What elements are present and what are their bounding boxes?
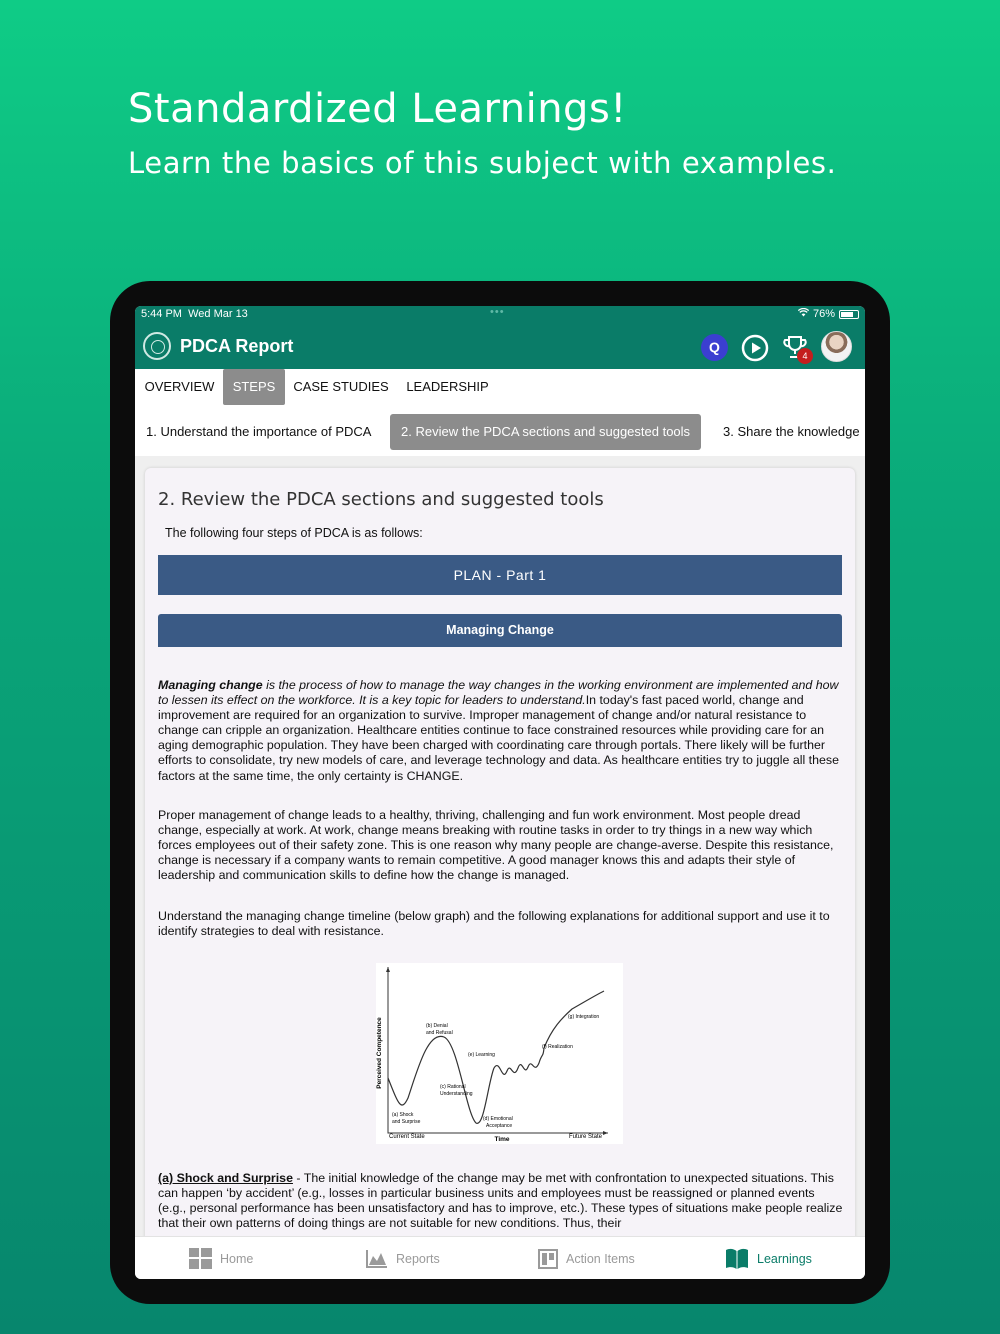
app-title: PDCA Report	[180, 336, 294, 356]
section-tabs	[135, 369, 865, 405]
managing-change-graph	[376, 963, 623, 1144]
bottom-tab-reports-label: Reports	[396, 1251, 440, 1266]
content-title: 2. Review the PDCA sections and suggested tools	[158, 489, 604, 510]
paragraph-shock-and-surprise: (a) Shock and Surprise - The initial knowledge of the change may be met with confrontation to unexpected situations. This can happen ‘by accident’ (e.g., losses in particular business units and employees must be reassigned or planned events (e.g., personal performance has been unsatisfactory and has to improve, etc.). These types of situations make people realize that their own patterns of doing things are not suitable for new conditions. Thus, their	[158, 1171, 843, 1231]
avatar[interactable]	[821, 331, 852, 362]
graph-x-label: Time	[494, 1136, 510, 1143]
app-logo-icon	[143, 332, 171, 360]
managing-change-banner[interactable]: Managing Change	[158, 614, 842, 647]
bottom-tab-action-items-label: Action Items	[566, 1251, 635, 1266]
graph-label-a2: and Surprise	[392, 1119, 421, 1125]
quiz-button[interactable]: Q	[701, 334, 728, 361]
step-chip-2[interactable]: 2. Review the PDCA sections and suggested tools	[390, 414, 701, 450]
action-items-board-icon	[538, 1249, 558, 1269]
graph-label-b1: (b) Denial	[426, 1023, 448, 1029]
promo-title: Standardized Learnings!	[128, 86, 627, 132]
status-indicators	[798, 308, 859, 320]
promo-subtitle: Learn the basics of this subject with examples.	[128, 146, 837, 180]
shock-and-surprise-link[interactable]: (a) Shock and Surprise	[158, 1171, 293, 1185]
status-time: 5:44 PM Wed Mar 13	[141, 308, 248, 320]
content-scroll-area[interactable]	[135, 456, 865, 1236]
app-header	[135, 324, 865, 369]
graph-label-d2: Acceptance	[486, 1123, 513, 1129]
play-icon[interactable]	[740, 333, 770, 363]
battery-percent: 76%	[812, 308, 835, 320]
tab-case-studies[interactable]: CASE STUDIES	[293, 379, 389, 394]
bottom-tab-home[interactable]	[189, 1237, 253, 1279]
graph-y-label: Perceived Competence	[376, 1017, 383, 1089]
paragraph-proper-management: Proper management of change leads to a healthy, thriving, challenging and fun work environment. Most people dread change, especially at work. At work, change means breaking with routine tasks in order to try things in a new way which forces employees out of their safety zone. This is one reason why many people are change-averse. Despite this resistance, change is necessary if a company wants to remain competitive. A good manager knows this and adapts their style of leadership and communication skills to define how the change is managed.	[158, 808, 834, 883]
bottom-tab-bar	[135, 1236, 865, 1279]
wifi-icon	[798, 308, 809, 320]
tab-overview[interactable]: OVERVIEW	[144, 379, 215, 394]
graph-label-d1: (d) Emotional	[483, 1116, 513, 1122]
graph-label-f: (f) Realization	[542, 1044, 573, 1050]
graph-x-start: Current State	[389, 1134, 425, 1140]
bottom-tab-learnings-label: Learnings	[757, 1251, 812, 1266]
paragraph-managing-change: Managing change is the process of how to manage the way changes in the working environment are implemented and how to lessen its effect on the workforce. It is a key topic for leaders to understand.In today's fast paced world, change and improvement are required for an organization to survive. Improper management of change and/or natural resistance to change can cripple an organization. Healthcare entities continue to face constrained resources while providing care for an aging demographic population. They have been charged with coordinating care through portals. There likely will be further efforts to consolidate, try new models of care, and leverage technology and data. As healthcare entities try to juggle all these factors at the same time, the only certainty is CHANGE.	[158, 678, 839, 783]
learnings-book-icon	[725, 1248, 749, 1269]
content-intro: The following four steps of PDCA is as follows:	[165, 526, 423, 540]
battery-icon	[839, 310, 859, 319]
bottom-tab-learnings[interactable]	[725, 1237, 812, 1279]
graph-label-e: (e) Learning	[468, 1052, 495, 1058]
step-selector	[135, 412, 865, 452]
plan-banner[interactable]: PLAN - Part 1	[158, 555, 842, 595]
graph-axes	[388, 967, 608, 1133]
bottom-tab-action-items[interactable]	[538, 1237, 635, 1279]
tab-steps[interactable]: STEPS	[223, 369, 285, 405]
graph-label-g: (g) Integration	[568, 1014, 600, 1020]
competence-curve	[388, 991, 604, 1123]
graph-label-b2: and Refusal	[426, 1030, 453, 1036]
graph-label-c1: (c) Rational	[440, 1084, 466, 1090]
home-grid-icon	[189, 1248, 212, 1269]
multitask-dots-icon[interactable]: •••	[490, 306, 505, 318]
step-chip-3[interactable]: 3. Share the knowledge	[723, 424, 860, 439]
app-screen	[135, 306, 865, 1279]
graph-label-a1: (a) Shock	[392, 1112, 414, 1118]
graph-x-end: Future State	[569, 1134, 603, 1140]
status-bar	[135, 306, 865, 324]
paragraph-timeline-intro: Understand the managing change timeline (below graph) and the following explanations for additional support and use it to identify strategies to deal with resistance.	[158, 909, 830, 939]
content-card	[145, 468, 855, 1268]
graph-label-c2: Understanding	[440, 1091, 473, 1097]
bottom-tab-home-label: Home	[220, 1251, 254, 1266]
achievement-badge: 4	[797, 348, 813, 364]
step-chip-1[interactable]: 1. Understand the importance of PDCA	[146, 424, 372, 439]
tab-leadership[interactable]: LEADERSHIP	[406, 379, 489, 394]
bottom-tab-reports[interactable]	[366, 1237, 440, 1279]
reports-chart-icon	[366, 1249, 388, 1268]
